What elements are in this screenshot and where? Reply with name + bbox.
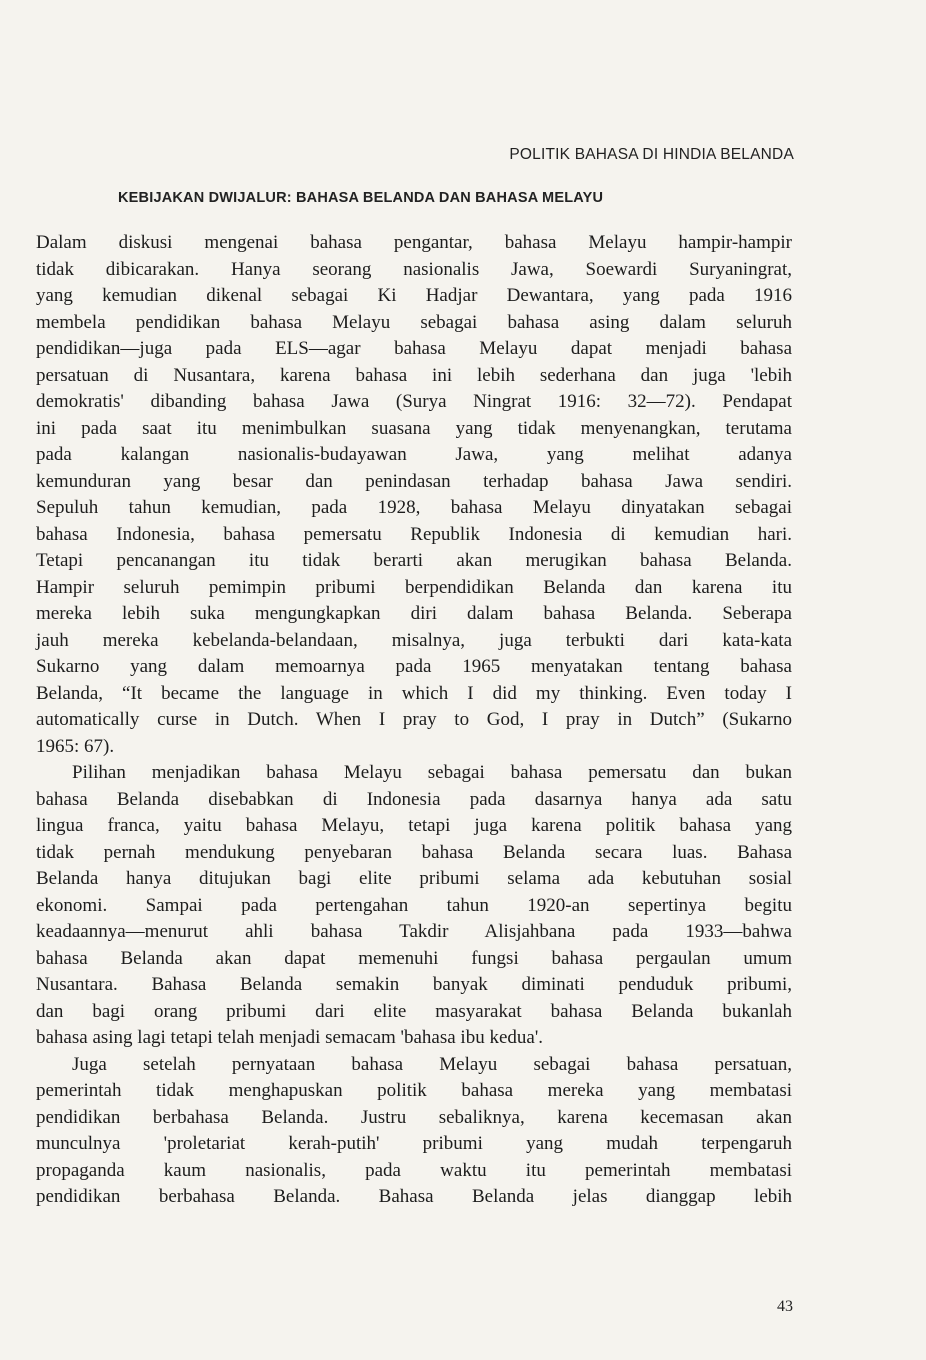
text-line: bahasa Indonesia, bahasa pemersatu Republik Indonesia di kemudian hari. (36, 523, 792, 545)
running-head: POLITIK BAHASA DI HINDIA BELANDA (509, 146, 794, 163)
text-line: Nusantara. Bahasa Belanda semakin banyak diminati penduduk pribumi, (36, 974, 792, 995)
text-line: yang kemudian dikenal sebagai Ki Hadjar Dewantara, yang pada 1916 (36, 285, 792, 306)
text-line: bahasa asing lagi tetapi telah menjadi semacam 'bahasa ibu kedua'. (36, 1027, 543, 1048)
text-line: bahasa Belanda akan dapat memenuhi fungsi bahasa pergaulan umum (36, 947, 792, 969)
text-line: pada kalangan nasionalis-budayawan Jawa, yang melihat adanya (36, 444, 792, 465)
text-line: pendidikan berbahasa Belanda. Justru sebaliknya, karena kecemasan akan (36, 1106, 792, 1128)
text-line: propaganda kaum nasionalis, pada waktu itu pemerintah membatasi (36, 1159, 792, 1181)
text-line: tidak pernah mendukung penyebaran bahasa Belanda secara luas. Bahasa (36, 841, 792, 863)
page-number: 43 (777, 1298, 793, 1315)
text-line: Belanda, “It became the language in which I did my thinking. Even today I (36, 682, 792, 704)
text-line: Dalam diskusi mengenai bahasa pengantar, bahasa Melayu hampir-hampir (36, 232, 792, 253)
text-line: bahasa Belanda disebabkan di Indonesia pada dasarnya hanya ada satu (36, 788, 792, 810)
text-line: 1965: 67). (36, 735, 115, 757)
text-line: dan bagi orang pribumi dari elite masyarakat bahasa Belanda bukanlah (36, 1000, 792, 1022)
section-title: KEBIJAKAN DWIJALUR: BAHASA BELANDA DAN BAHASA MELAYU (118, 190, 604, 206)
text-line: mereka lebih suka mengungkapkan diri dalam bahasa Belanda. Seberapa (36, 603, 792, 624)
text-line: Sukarno yang dalam memoarnya pada 1965 menyatakan tentang bahasa (36, 656, 792, 677)
text-line: munculnya 'proletariat kerah-putih' pribumi yang mudah terpengaruh (36, 1133, 792, 1154)
paragraph-2 (36, 760, 792, 1052)
paragraph-3 (36, 1052, 792, 1211)
text-line: jauh mereka kebelanda-belandaan, misalnya, juga terbukti dari kata-kata (36, 629, 792, 651)
text-line: Tetapi pencanangan itu tidak berarti akan merugikan bahasa Belanda. (36, 550, 792, 571)
text-line: Juga setelah pernyataan bahasa Melayu sebagai bahasa persatuan, (72, 1053, 792, 1075)
text-line: Pilihan menjadikan bahasa Melayu sebagai bahasa pemersatu dan bukan (72, 762, 792, 783)
text-line: pemerintah tidak menghapuskan politik bahasa mereka yang membatasi (36, 1080, 792, 1101)
text-line: ekonomi. Sampai pada pertengahan tahun 1920-an sepertinya begitu (36, 894, 792, 916)
paragraph-1 (36, 230, 792, 760)
text-line: ini pada saat itu menimbulkan suasana yang tidak menyenangkan, terutama (36, 417, 792, 439)
text-line: kemunduran yang besar dan penindasan terhadap bahasa Jawa sendiri. (36, 470, 792, 492)
text-line: pendidikan—juga pada ELS—agar bahasa Melayu dapat menjadi bahasa (36, 338, 792, 359)
text-line: keadaannya—menurut ahli bahasa Takdir Alisjahbana pada 1933—bahwa (36, 921, 792, 942)
text-line: persatuan di Nusantara, karena bahasa ini lebih sederhana dan juga 'lebih (36, 364, 792, 386)
text-line: demokratis' dibanding bahasa Jawa (Surya Ningrat 1916: 32—72). Pendapat (36, 391, 792, 412)
text-line: Belanda hanya ditujukan bagi elite pribumi selama ada kebutuhan sosial (36, 868, 792, 889)
text-line: pendidikan berbahasa Belanda. Bahasa Belanda jelas dianggap lebih (36, 1186, 792, 1207)
text-line: lingua franca, yaitu bahasa Melayu, tetapi juga karena politik bahasa yang (36, 815, 792, 836)
text-line: automatically curse in Dutch. When I pray to God, I pray in Dutch” (Sukarno (36, 709, 792, 730)
text-line: Hampir seluruh pemimpin pribumi berpendidikan Belanda dan karena itu (36, 576, 792, 598)
text-line: tidak dibicarakan. Hanya seorang nasionalis Jawa, Soewardi Suryaningrat, (36, 258, 792, 280)
text-line: membela pendidikan bahasa Melayu sebagai bahasa asing dalam seluruh (36, 311, 792, 333)
body-text (36, 230, 792, 1211)
text-line: Sepuluh tahun kemudian, pada 1928, bahasa Melayu dinyatakan sebagai (36, 497, 792, 518)
